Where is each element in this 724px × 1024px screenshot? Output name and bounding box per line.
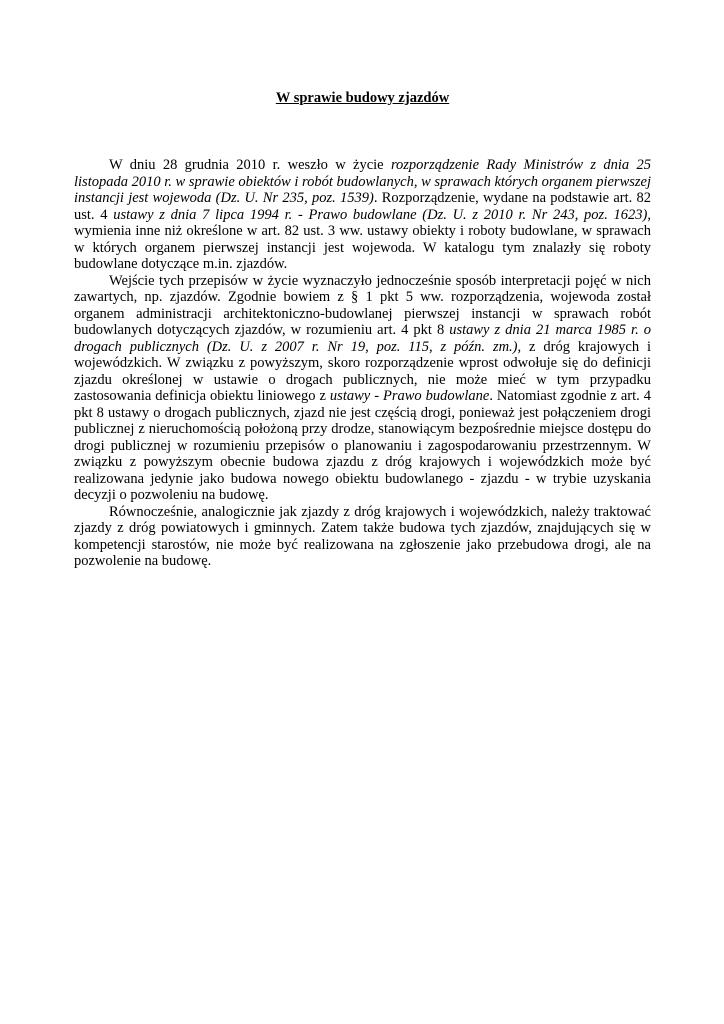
citation-run: ustawy - Prawo budowlane: [329, 388, 490, 405]
text-run: Równocześnie, analogicznie jak zjazdy z dróg krajowych i wojewódzkich, należy traktować zjazdy z dróg powiatowych i gminnych. Zatem także budowa tych zjazdów, znajdujących się w kompetencji starostów, nie może być realizowana na zgłoszenie jako przebudowa drogi, ale na pozwolenie na budowę.: [74, 503, 651, 570]
text-run: , z dróg krajowych i wojewódzkich. W związku z powyższym, skoro rozporządzenie wprost odwołuje się do definicji zjazdu określonej w ustawie o drogach publicznych, nie może mieć w tym przypadku zastosowania definicja obiektu liniowego z: [74, 338, 652, 405]
text-run: , wymienia inne niż określone w art. 82 ust. 3 ww. ustawy obiekty i roboty budowlane, w sprawach w których organem pierwszej instancji jest wojewoda. W katalogu tym znalazły się roboty budowlane dotyczące m.in. zjazdów.: [74, 206, 652, 273]
paragraph: [74, 504, 651, 570]
document-body: [74, 157, 651, 570]
text-run: Wejście tych przepisów w życie wyznaczyło jednocześnie sposób interpretacji pojęć w nich zawartych, np. zjazdów. Zgodnie bowiem z § 1 pkt 5 ww. rozporządzenia, wojewoda został organem administracji architektoniczno-budowlanej pierwszej instancji w sprawach robót budowlanych dotyczących zjazdów, w rozumieniu art. 4 pkt 8: [74, 272, 651, 339]
citation-run: ustawy z dnia 7 lipca 1994 r. - Prawo budowlane (Dz. U. z 2010 r. Nr 243, poz. 1623): [113, 206, 648, 223]
text-run: . Natomiast zgodnie z art. 4 pkt 8 ustawy o drogach publicznych, zjazd nie jest częścią drogi, ponieważ jest połączeniem drogi publicznej z nieruchomością położoną przy drodze, stanowiącym bezpośrednie miejsce dostępu do drogi publicznej w rozumieniu przepisów o planowaniu i zagospodarowaniu przestrzennym. W związku z powyższym obecnie budowa zjazdu z dróg krajowych i wojewódzkich może być realizowana jedynie jako budowa nowego obiektu budowlanego - zjazdu - w trybie uzyskania decyzji o pozwoleniu na budowę.: [74, 388, 651, 504]
paragraph: [74, 273, 651, 504]
citation-run: rozporządzenie Rady Ministrów z dnia 25 listopada 2010 r. w sprawie obiektów i robót budowlanych, w sprawach których organem pierwszej instancji jest wojewoda (Dz. U. Nr 235, poz. 1539): [74, 157, 651, 207]
text-run: W dniu 28 grudnia 2010 r. weszło w życie: [109, 157, 391, 174]
paragraph: [74, 157, 651, 273]
citation-run: ustawy z dnia 21 marca 1985 r. o drogach publicznych (Dz. U. z 2007 r. Nr 19, poz. 115, z późn. zm.): [74, 322, 651, 355]
text-run: . Rozporządzenie, wydane na podstawie art. 82 ust. 4: [74, 190, 651, 223]
document-title: W sprawie budowy zjazdów: [275, 90, 450, 106]
